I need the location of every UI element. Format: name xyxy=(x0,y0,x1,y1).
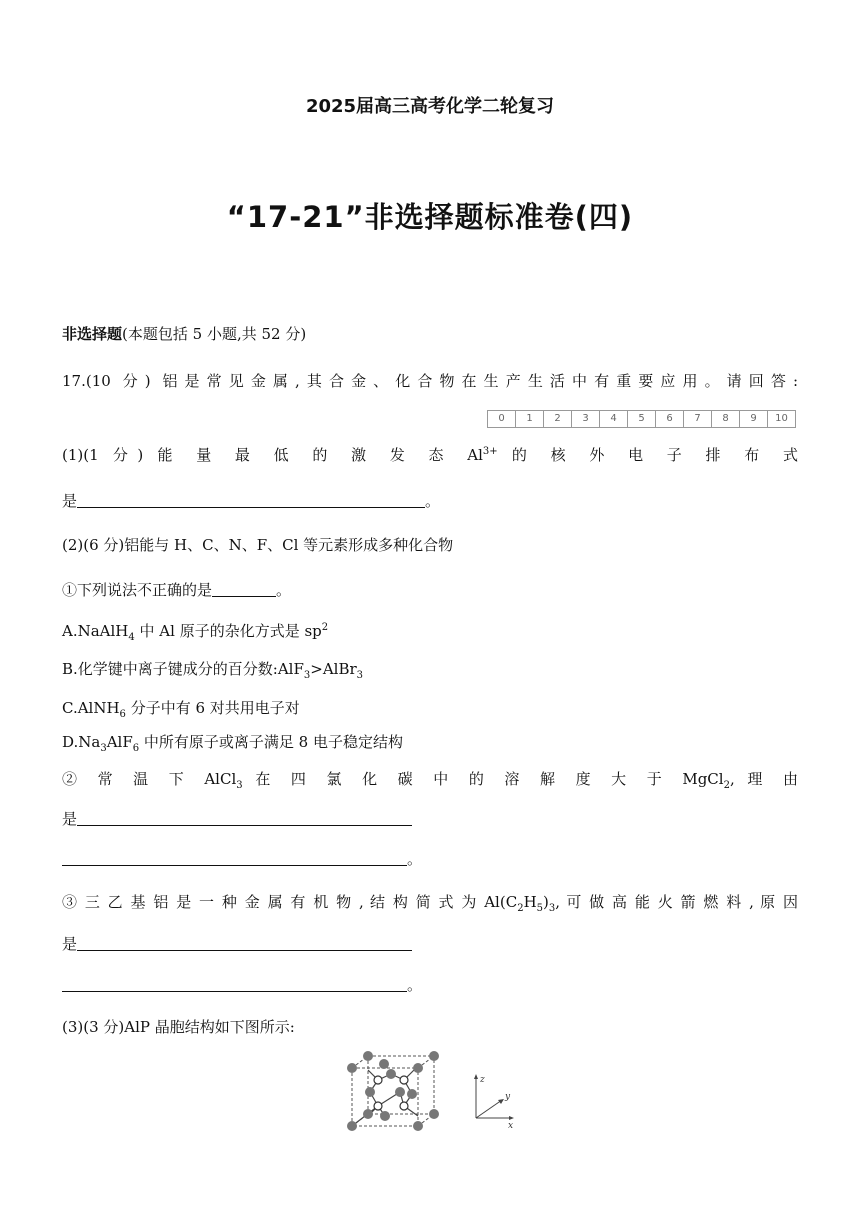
section-label: 非选择题 xyxy=(62,325,123,343)
part-2-heading: (2)(6 分)铝能与 H、C、N、F、Cl 等元素形成多种化合物 xyxy=(62,536,454,554)
answer-blank-3b[interactable] xyxy=(62,977,407,992)
score-cell: 10 xyxy=(775,413,788,424)
score-cell: 0 xyxy=(488,411,516,427)
alp-crystal-cell-diagram xyxy=(342,1050,442,1136)
part-2-question-2-answer-line-2: 。 xyxy=(62,848,422,869)
z-axis-label: z xyxy=(480,1075,485,1085)
part-2-question-2-answer-line-1: 是 xyxy=(62,808,412,829)
part-1-line-1: (1)(1 分) 能 量 最 低 的 激 发 态 $Al^{3+}$ 的 核 外 电 子 排 布 式 xyxy=(62,446,798,464)
answer-blank-1[interactable] xyxy=(77,493,425,508)
score-cell: 4 xyxy=(600,411,628,427)
part-2-question-3-answer-line-2: 。 xyxy=(62,974,422,995)
score-cell: 7 xyxy=(684,411,712,427)
score-cell: 1 xyxy=(516,411,544,427)
answer-blank-2b[interactable] xyxy=(62,851,407,866)
part-1-line-2: 是 。 xyxy=(62,492,441,510)
document-subtitle: 2025届高三高考化学二轮复习 xyxy=(305,96,555,117)
option-d: $D.Na_3AlF_6$ 中所有原子或离子满足 8 电子稳定结构 xyxy=(62,733,403,754)
score-cell: 2 xyxy=(544,411,572,427)
answer-blank-choice[interactable] xyxy=(212,582,276,597)
score-cell: 3 xyxy=(572,411,600,427)
part-2-question-1: ①下列说法不正确的是 。 xyxy=(62,581,292,599)
part-2-question-3-answer-line-1: 是 xyxy=(62,933,412,954)
document-title: “17-21”非选择题标准卷(四) xyxy=(226,200,634,234)
question-17-intro: 17.(10 分) 铝是常见金属,其合金、化合物在生产生活中有重要应用。请回答: xyxy=(62,372,798,390)
section-heading xyxy=(62,323,306,344)
part-2-question-2: ② 常 温 下 AlCl$_3$ 在 四 氯 化 碳 中 的 溶 解 度 大 于 MgCl$_2$, 理 由 xyxy=(62,770,798,791)
answer-blank-3a[interactable] xyxy=(77,936,412,951)
option-b: B.化学键中离子键成分的百分数:AlF$_3$>AlBr$_3$ xyxy=(62,660,364,681)
score-cell: 8 xyxy=(712,411,740,427)
score-grid xyxy=(487,410,796,428)
part-2-question-3: ③ 三 乙 基 铝 是 一 种 金 属 有 机 物 , 结 构 简 式 为 $Al(C_2H_5)_3$, 可 做 高 能 火 箭 燃 料 , 原 因 xyxy=(62,893,798,914)
y-axis-label: y xyxy=(505,1092,511,1102)
x-axis-label: x xyxy=(508,1121,514,1130)
section-note: (本题包括 5 小题,共 52 分) xyxy=(122,325,307,343)
option-c: C.AlNH$_6$ 分子中有 6 对共用电子对 xyxy=(62,699,300,720)
score-cell: 5 xyxy=(628,411,656,427)
option-a: A.NaAlH$_4$ 中 Al 原子的杂化方式是 $sp^2$ xyxy=(62,622,329,643)
part-3-heading: (3)(3 分)AlP 晶胞结构如下图所示: xyxy=(62,1018,295,1036)
score-cell: 6 xyxy=(656,411,684,427)
answer-blank-2a[interactable] xyxy=(77,811,412,826)
coordinate-axes-diagram xyxy=(470,1070,520,1130)
score-cell: 9 xyxy=(740,411,768,427)
